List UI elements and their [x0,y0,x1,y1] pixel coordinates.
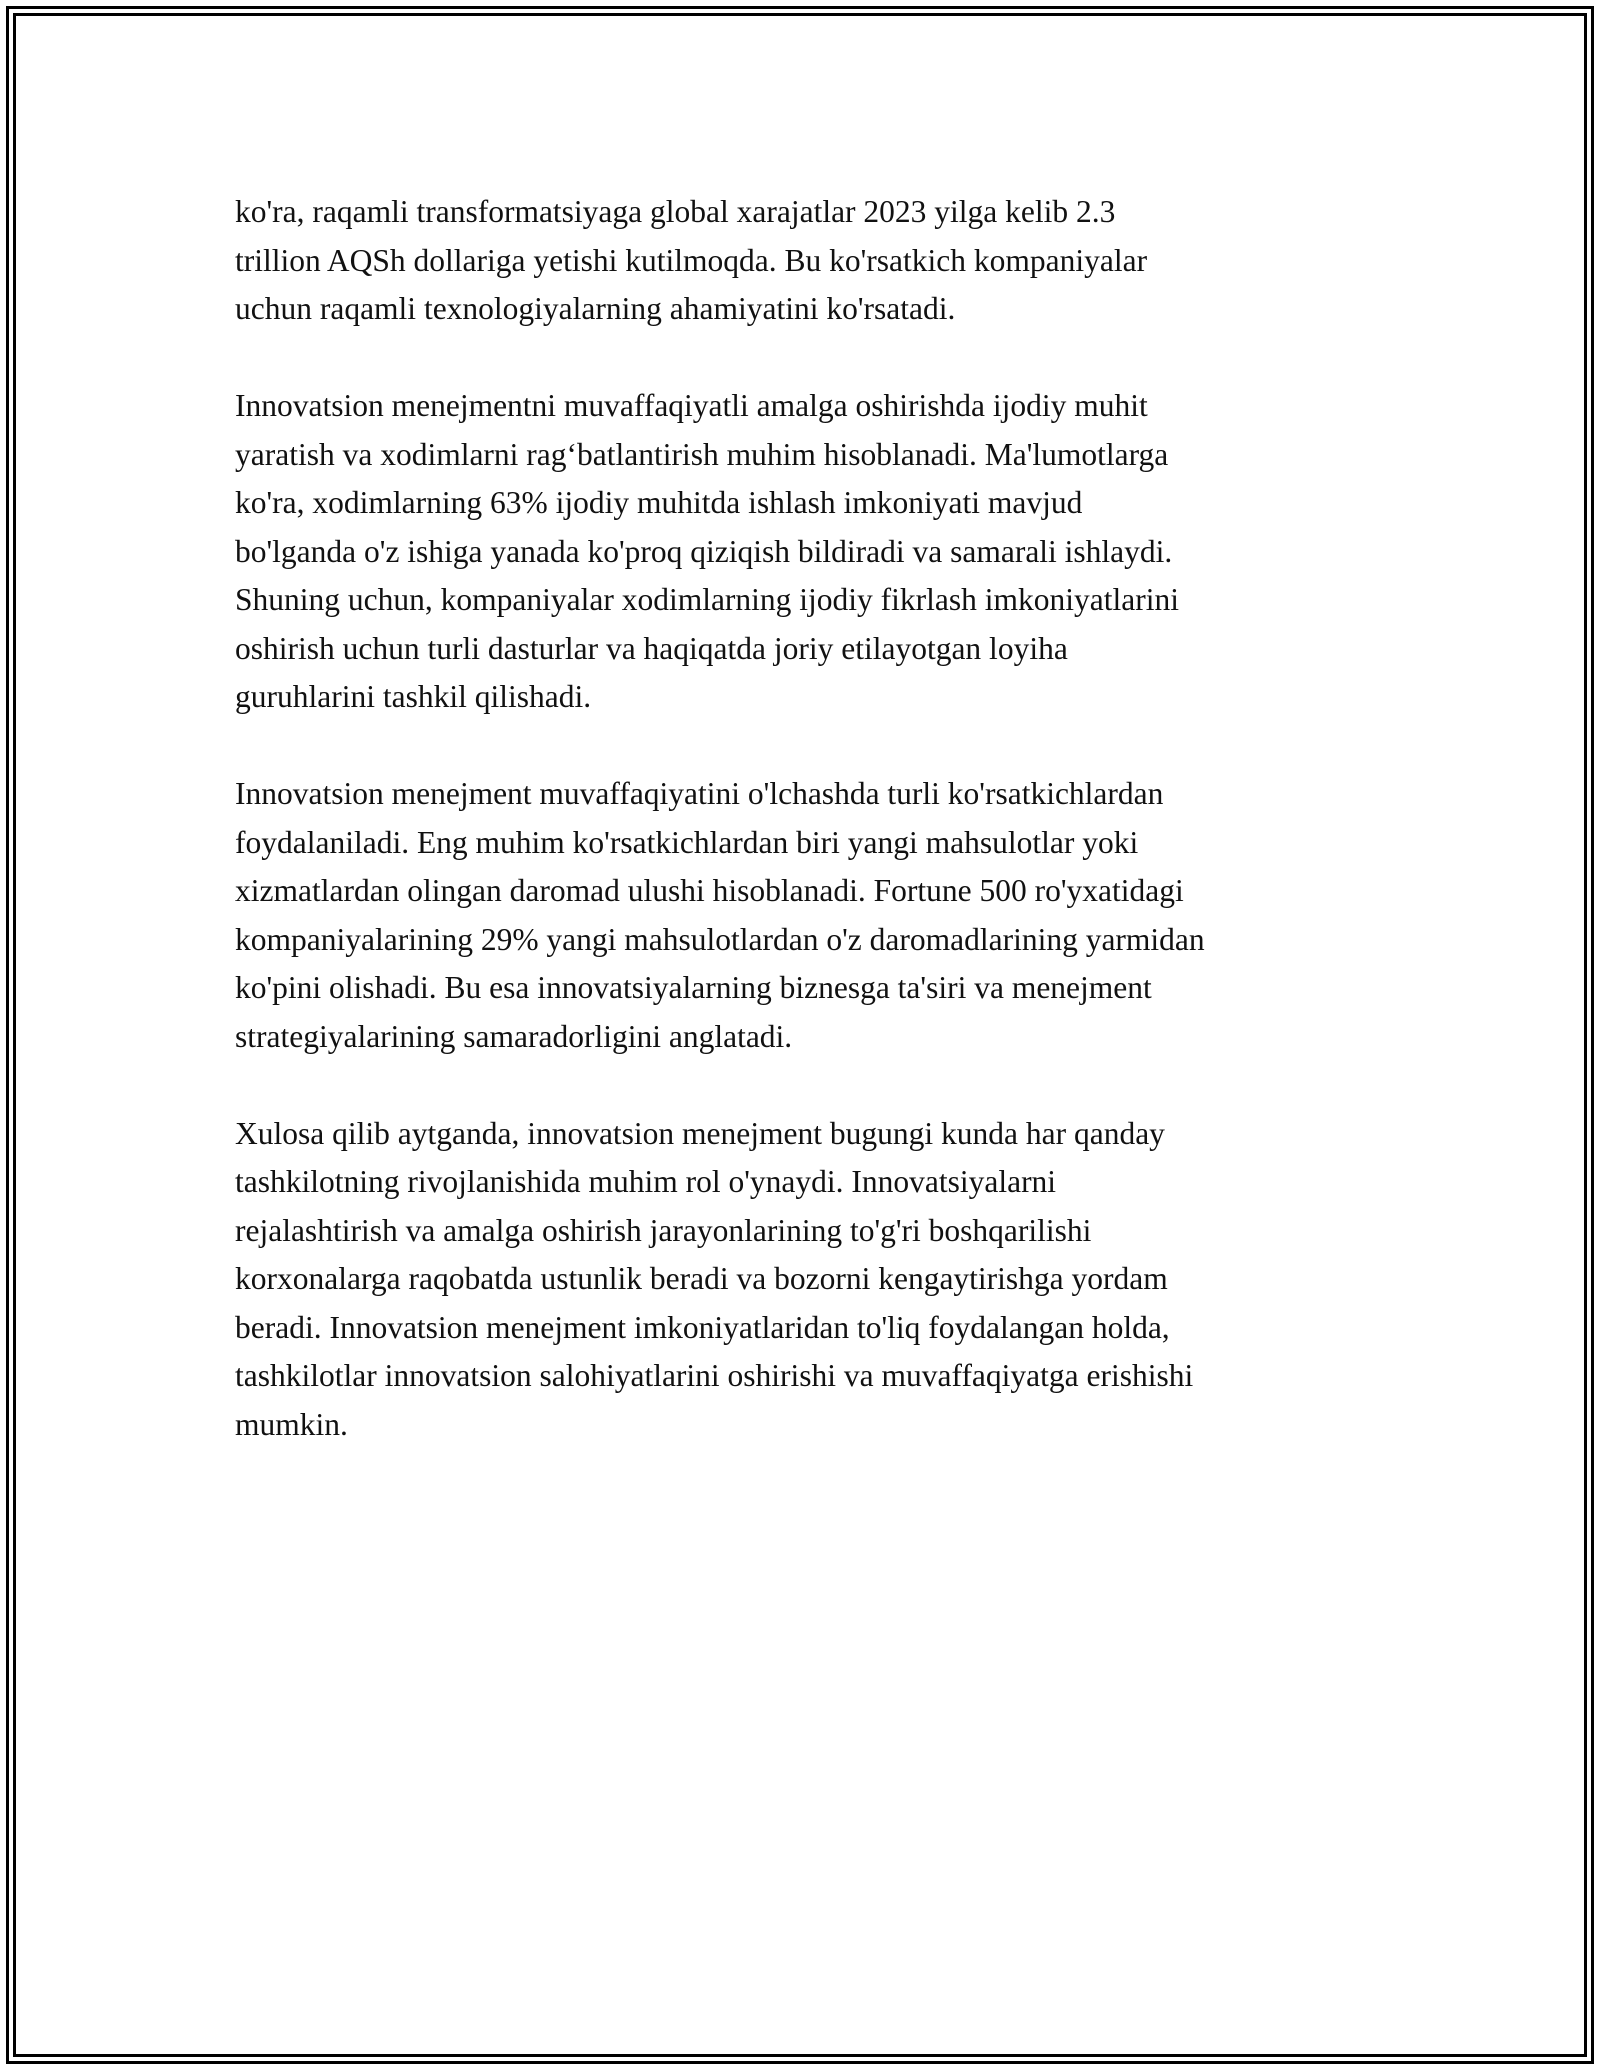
text-line: korxonalarga raqobatda ustunlik beradi va bozorni kengaytirishga yordam [235,1261,1168,1296]
text-line: bo'lganda o'z ishiga yanada ko'proq qiziqish bildiradi va samarali ishlaydi. [235,533,1173,569]
text-line: yaratish va xodimlarni rag‘batlantirish muhim hisoblanadi. Ma'lumotlarga [235,436,1169,472]
text-line: ko'pini olishadi. Bu esa innovatsiyalarning biznesga ta'siri va menejment [235,970,1152,1005]
text-line: trillion AQSh dollariga yetishi kutilmoqda. Bu ko'rsatkich kompaniyalar [235,242,1148,278]
text-line: Xulosa qilib aytganda, innovatsion menejment bugungi kunda har qanday [235,1115,1165,1151]
text-line: rejalashtirish va amalga oshirish jarayonlarining to'g'ri boshqarilishi [235,1212,1092,1248]
text-line: uchun raqamli texnologiyalarning ahamiyatini ko'rsatadi. [235,291,956,326]
text-line: ko'ra, xodimlarning 63% ijodiy muhitda ishlash imkoniyati mavjud [235,485,1083,520]
text-line: kompaniyalarining 29% yangi mahsulotlardan o'z daromadlarining yarmidan [235,921,1205,957]
paragraph-success-metrics [235,770,1375,1061]
text-line: xizmatlardan olingan daromad ulushi hisoblanadi. Fortune 500 ro'yxatidagi [235,873,1184,908]
text-line: Shuning uchun, kompaniyalar xodimlarning ijodiy fikrlash imkoniyatlarini [235,582,1179,617]
text-line: tashkilotning rivojlanishida muhim rol o'ynaydi. Innovatsiyalarni [235,1164,1057,1199]
text-line: strategiyalarining samaradorligini anglatadi. [235,1018,793,1054]
text-line: mumkin. [235,1406,348,1442]
paragraph-creative-environment [235,382,1375,722]
text-line: foydalaniladi. Eng muhim ko'rsatkichlardan biri yangi mahsulotlar yoki [235,824,1139,860]
paragraph-conclusion [235,1110,1375,1450]
text-line: beradi. Innovatsion menejment imkoniyatlaridan to'liq foydalangan holda, [235,1309,1170,1345]
text-line: guruhlarini tashkil qilishadi. [235,679,592,714]
document-body [235,188,1375,1498]
text-line: Innovatsion menejment muvaffaqiyatini o'lchashda turli ko'rsatkichlardan [235,776,1164,811]
text-line: oshirish uchun turli dasturlar va haqiqatda joriy etilayotgan loyiha [235,630,1068,666]
text-line: tashkilotlar innovatsion salohiyatlarini oshirishi va muvaffaqiyatga erishishi [235,1358,1194,1393]
paragraph-digital-transformation [235,188,1375,334]
text-line: ko'ra, raqamli transformatsiyaga global xarajatlar 2023 yilga kelib 2.3 [235,194,1116,229]
text-line: Innovatsion menejmentni muvaffaqiyatli amalga oshirishda ijodiy muhit [235,388,1148,423]
